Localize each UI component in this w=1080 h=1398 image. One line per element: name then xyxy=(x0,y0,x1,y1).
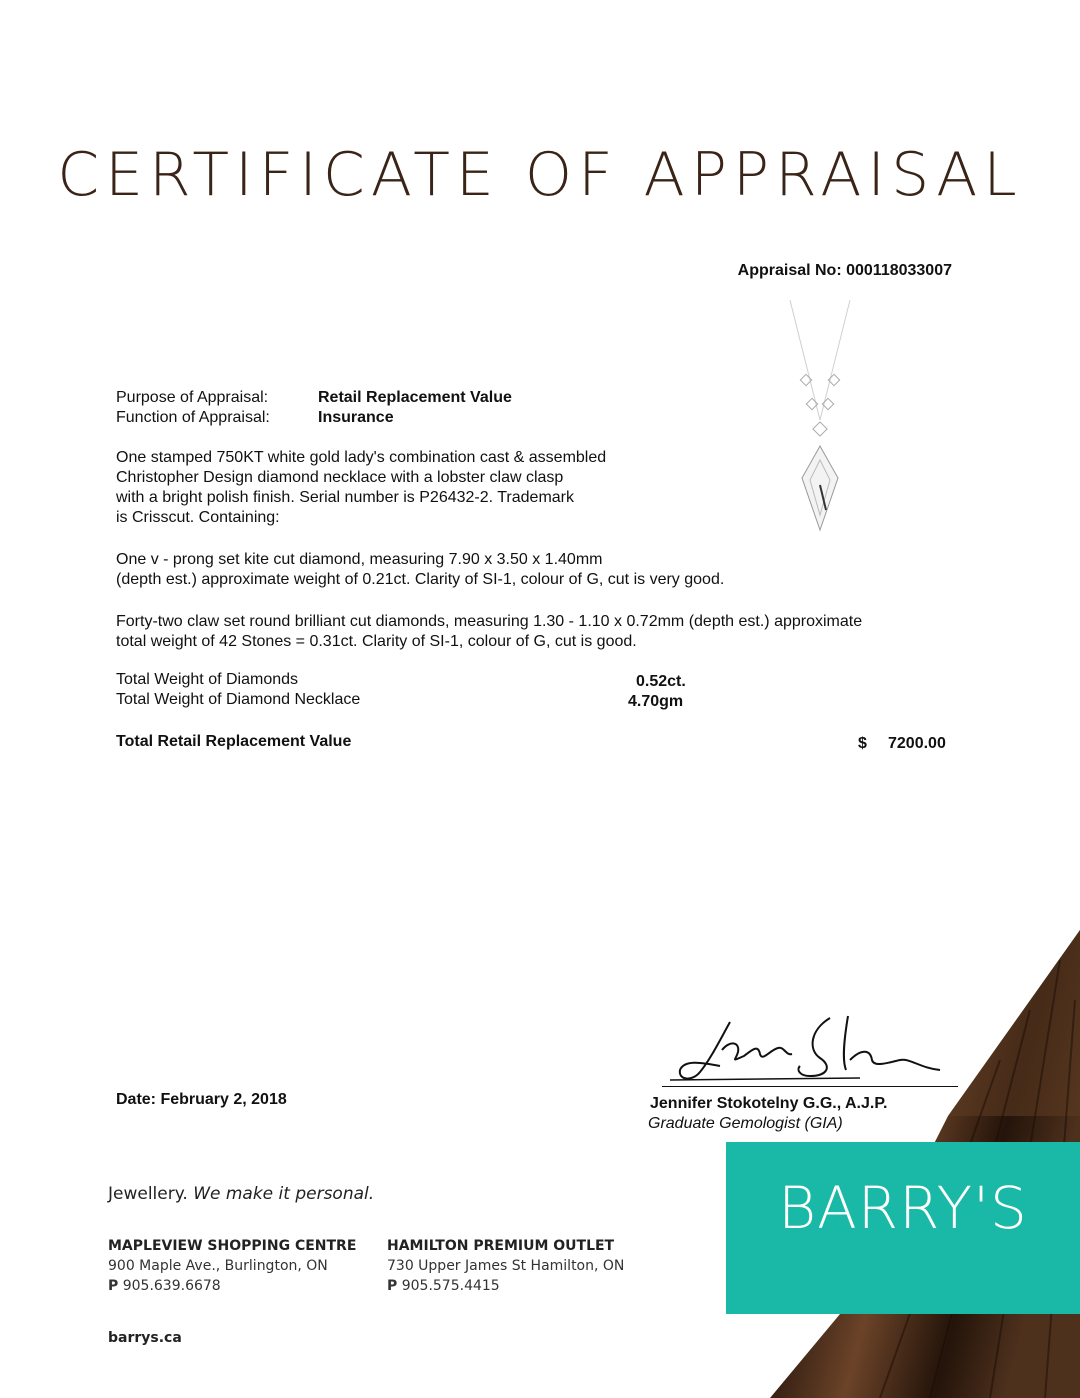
store-mapleview xyxy=(108,1238,356,1294)
function-label: Function of Appraisal: xyxy=(116,409,270,426)
description-line: One v - prong set kite cut diamond, measuring 7.90 x 3.50 x 1.40mm xyxy=(116,551,603,568)
store-phone xyxy=(387,1278,624,1294)
purpose-label: Purpose of Appraisal: xyxy=(116,389,269,406)
phone-prefix: P xyxy=(108,1278,119,1294)
side-stones-description xyxy=(116,612,976,652)
store-hamilton xyxy=(387,1238,624,1294)
retail-value-label: Total Retail Replacement Value xyxy=(116,733,352,750)
description-line: with a bright polish finish. Serial number is P26432-2. Trademark xyxy=(116,489,574,506)
store-address: 900 Maple Ave., Burlington, ON xyxy=(108,1258,328,1274)
description-line: (depth est.) approximate weight of 0.21ct. Clarity of SI-1, colour of G, cut is very good. xyxy=(116,571,725,588)
signature-line xyxy=(662,1086,958,1087)
signature-image xyxy=(660,1010,960,1090)
phone-number: 905.575.4415 xyxy=(401,1278,500,1294)
total-diamonds-label: Total Weight of Diamonds xyxy=(116,671,299,688)
description-line: total weight of 42 Stones = 0.31ct. Clarity of SI-1, colour of G, cut is good. xyxy=(116,633,637,650)
description-line: Christopher Design diamond necklace with a lobster claw clasp xyxy=(116,469,564,486)
store-address: 730 Upper James St Hamilton, ON xyxy=(387,1258,625,1274)
appraiser-title: Graduate Gemologist (GIA) xyxy=(648,1115,843,1132)
appraisal-number: Appraisal No: 000118033007 xyxy=(737,262,952,279)
total-diamonds-value: 0.52ct. xyxy=(636,673,686,690)
description-line: is Crisscut. Containing: xyxy=(116,509,280,526)
description-line: Forty-two claw set round brilliant cut diamonds, measuring 1.30 - 1.10 x 0.72mm (depth est.) approximate xyxy=(116,613,863,630)
phone-number: 905.639.6678 xyxy=(122,1278,221,1294)
store-phone xyxy=(108,1278,356,1294)
brand-logo: BARRY'S xyxy=(778,1174,1028,1242)
page-title: CERTIFICATE OF APPRAISAL xyxy=(57,140,1023,210)
tagline-italic: We make it personal. xyxy=(193,1184,375,1204)
item-description xyxy=(116,448,716,528)
store-name: HAMILTON PREMIUM OUTLET xyxy=(387,1238,615,1254)
function-value: Insurance xyxy=(318,409,394,426)
tagline-plain: Jewellery. xyxy=(108,1184,188,1204)
website-url: barrys.ca xyxy=(108,1330,182,1346)
currency-symbol: $ xyxy=(858,735,867,752)
necklace-image xyxy=(780,300,860,540)
purpose-value: Retail Replacement Value xyxy=(318,389,512,406)
center-stone-description xyxy=(116,550,876,590)
tagline xyxy=(108,1184,374,1204)
appraiser-name: Jennifer Stokotelny G.G., A.J.P. xyxy=(650,1095,888,1112)
total-necklace-value: 4.70gm xyxy=(628,693,684,710)
appraisal-date: Date: February 2, 2018 xyxy=(116,1091,287,1108)
retail-value-amount: 7200.00 xyxy=(888,735,946,752)
phone-prefix: P xyxy=(387,1278,398,1294)
store-name: MAPLEVIEW SHOPPING CENTRE xyxy=(108,1238,357,1254)
description-line: One stamped 750KT white gold lady's combination cast & assembled xyxy=(116,449,607,466)
total-necklace-label: Total Weight of Diamond Necklace xyxy=(116,691,361,708)
